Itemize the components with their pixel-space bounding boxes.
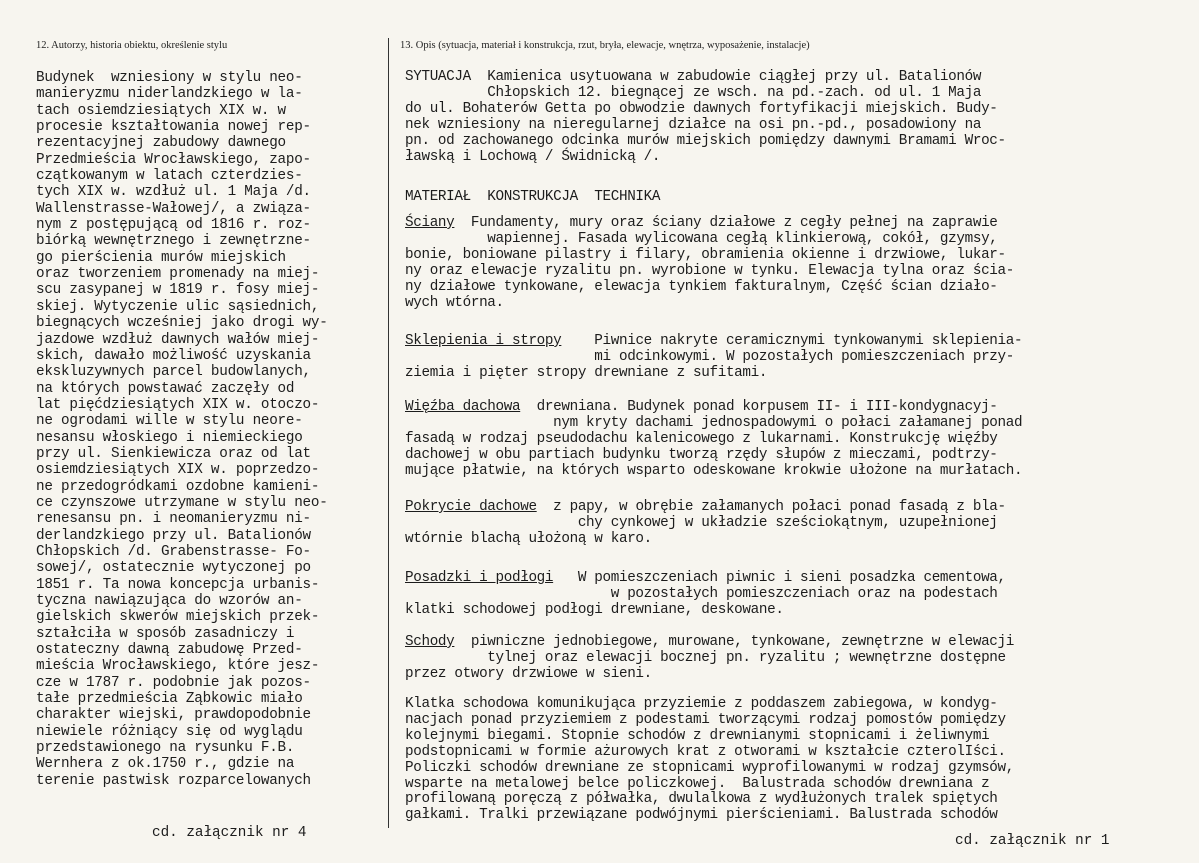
history-line: przedstawionego na rysunku F.B.	[36, 740, 295, 757]
pokrycie-section	[405, 500, 1006, 548]
history-line: Przedmieścia Wrocławskiego, zapo-	[36, 151, 311, 168]
posadzki-line: W pomieszczeniach piwnic i sieni posadzka cementowa,	[553, 570, 1006, 586]
sciany-heading: Ściany	[405, 215, 455, 231]
history-line: rezentacyjnej zabudowy dawnego	[36, 135, 286, 152]
klatka-line: profilowaną poręczą z półwałka, dwulalkowa z wydłużonych tralek spiętych	[405, 791, 998, 808]
history-line: nesansu włoskiego i niemieckiego	[36, 429, 303, 446]
history-line: Wallenstrasse-Wałowej/, a związa-	[36, 200, 311, 217]
history-line: skiej. Wytyczenie ulic sąsiednich,	[36, 298, 320, 315]
klatka-line: nacjach ponad przyziemiem z podestami tworzącymi rodzaj pomostów pomiędzy	[405, 711, 1006, 728]
posadzki-section	[405, 571, 1006, 619]
history-line: ształciła w sposób zasadniczy i	[36, 625, 295, 642]
section-12-caption: 12. Autorzy, historia obiektu, określenie stylu	[36, 40, 228, 51]
history-line: tach osiemdziesiątych XIX w. w	[36, 102, 286, 119]
sytuacja-line: do ul. Bohaterów Getta po obwodzie dawnych fortyfikacji miejskich. Budy-	[405, 100, 998, 117]
history-line: Wernhera z ok.1750 r., gdzie na	[36, 756, 295, 773]
history-line: renesansu pn. i neomanieryzmu ni-	[36, 511, 311, 528]
sciany-line: ny działowe tynkowane, elewacja tynkiem fakturalnym, Część ścian działo-	[405, 278, 998, 295]
posadzki-line: klatki schodowej podłogi drewniane, deskowane.	[405, 601, 784, 618]
pokrycie-line: wtórnie blachą ułożoną w karo.	[405, 530, 652, 547]
history-line: skich, dawało możliwość uzyskania	[36, 347, 311, 364]
history-line: czątkowanym w latach czterdzies-	[36, 168, 303, 185]
sytuacja-line: SYTUACJA Kamienica usytuowana w zabudowie ciągłej przy ul. Batalionów	[405, 69, 982, 85]
schody-heading: Schody	[405, 634, 455, 650]
history-line: 1851 r. Ta nowa koncepcja urbanis-	[36, 576, 320, 593]
material-heading: MATERIAŁ KONSTRUKCJA TECHNIKA	[405, 189, 661, 205]
history-line: go pierścienia murów miejskich	[36, 249, 286, 266]
history-line: ekskluzywnych parcel budowlanych,	[36, 364, 311, 381]
sytuacja-line: nek wzniesiony na nieregularnej działce na osi pn.-pd., posadowiony na	[405, 116, 982, 133]
sytuacja-line: ławską i Lochową / Świdnicką /.	[405, 148, 661, 165]
history-line: ostateczny dawną zabudowę Przed-	[36, 642, 303, 659]
history-line: derlandzkiego przy ul. Batalionów	[36, 527, 311, 544]
column-divider	[388, 38, 389, 828]
history-line: charakter wiejski, prawdopodobnie	[36, 707, 311, 724]
pokrycie-line: z papy, w obrębie załamanych połaci ponad fasadą z bla-	[536, 499, 1006, 515]
pokrycie-heading: Pokrycie dachowe	[405, 499, 537, 515]
wiezba-line: nym kryty dachami jednospadowymi o połaci załamanej ponad	[405, 414, 1023, 431]
history-line: tyczna nawiązująca do wzorów an-	[36, 593, 303, 609]
sciany-line: wych wtórna.	[405, 294, 504, 311]
history-line: ne ogrodami wille w stylu neore-	[36, 413, 303, 430]
wiezba-line: fasadą w rodzaj pseudodachu kalenicowego z lukarnami. Konstrukcję więźby	[405, 430, 998, 447]
sytuacja-section	[405, 70, 1006, 165]
wiezba-line: mujące płatwie, na których wsparto odeskowane krokwie ułożone na murłatach.	[405, 462, 1023, 479]
left-continuation-note: cd. załącznik nr 4	[152, 825, 307, 841]
sciany-line: wapiennej. Fasada wylicowana cegłą klinkierową, cokół, gzymsy,	[405, 230, 998, 247]
schody-section	[405, 635, 1014, 683]
klatka-section	[405, 697, 1014, 824]
sciany-line: bonie, boniowane pilastry i filary, obramienia okienne i drzwiowe, lukar-	[405, 246, 1006, 263]
history-line: gielskich skwerów miejskich przek-	[36, 609, 320, 626]
history-line: przy ul. Sienkiewicza oraz od lat	[36, 445, 311, 462]
history-line: terenie pastwisk rozparcelowanych	[36, 772, 311, 789]
history-text	[36, 70, 328, 789]
history-line: procesie kształtowania nowej rep-	[36, 119, 311, 136]
posadzki-line: w pozostałych pomieszczeniach oraz na podestach	[405, 585, 998, 602]
schody-line: piwniczne jednobiegowe, murowane, tynkowane, zewnętrzne w elewacji	[454, 634, 1014, 650]
sklepienia-heading: Sklepienia i stropy	[405, 333, 562, 349]
klatka-line: podstopnicami w formie ażurowych krat z otworami w kształcie czterolIści.	[405, 743, 1006, 760]
section-13-caption: 13. Opis (sytuacja, materiał i konstrukcja, rzut, bryła, elewacje, wnętrza, wyposażenie, instalacje)	[400, 40, 810, 51]
sciany-line: ny oraz elewacje ryzalitu pn. wyrobione w tynku. Elewacja tylna oraz ścia-	[405, 262, 1014, 279]
sklepienia-line: mi odcinkowymi. W pozostałych pomieszczeniach przy-	[405, 348, 1014, 365]
sytuacja-line: Chłopskich 12. biegnącej ze wsch. na pd.-zach. od ul. 1 Maja	[405, 84, 982, 101]
history-line: manieryzmu niderlandzkiego w la-	[36, 86, 303, 103]
history-line: mieścia Wrocławskiego, które jesz-	[36, 658, 320, 675]
material-heading-block	[405, 190, 660, 206]
posadzki-heading: Posadzki i podłogi	[405, 570, 554, 586]
history-line: scu zasypanej w 1819 r. fosy miej-	[36, 282, 320, 299]
history-line: osiemdziesiątych XIX w. poprzedzo-	[36, 462, 320, 479]
history-line: ce czynszowe utrzymane w stylu neo-	[36, 494, 328, 511]
history-line: niewiele różniący się od wyglądu	[36, 723, 303, 740]
sciany-line: Fundamenty, mury oraz ściany działowe z cegły pełnej na zaprawie	[454, 215, 998, 231]
schody-line: tylnej oraz elewacji bocznej pn. ryzalitu ; wewnętrzne dostępne	[405, 649, 1006, 666]
sklepienia-line: Piwnice nakryte ceramicznymi tynkowanymi sklepienia-	[561, 333, 1023, 349]
history-line: oraz tworzeniem promenady na miej-	[36, 266, 320, 283]
history-line: tałe przedmieścia Ząbkowic miało	[36, 691, 303, 708]
sciany-section	[405, 216, 1014, 311]
history-line: jazdowe wzdłuż dawnych wałów miej-	[36, 331, 320, 348]
history-line: tych XIX w. wzdłuż ul. 1 Maja /d.	[36, 184, 311, 201]
history-line: Budynek wzniesiony w stylu neo-	[36, 70, 303, 86]
klatka-line: Policzki schodów drewniane ze stopnicami wyprofilowanymi w rodzaj gzymsów,	[405, 759, 1014, 776]
klatka-line: Klatka schodowa komunikująca przyziemie z poddaszem zabiegowa, w kondyg-	[405, 696, 998, 712]
sklepienia-section	[405, 334, 1022, 382]
history-line: nym z postępującą od 1816 r. roz-	[36, 217, 311, 234]
history-line: ne przedogródkami ozdobne kamieni-	[36, 478, 320, 495]
sytuacja-line: pn. od zachowanego odcinka murów miejskich pomiędzy dawnymi Bramami Wroc-	[405, 132, 1006, 149]
history-line: sowej/, ostatecznie wytyczonej po	[36, 560, 311, 577]
history-line: na których powstawać zaczęły od	[36, 380, 295, 397]
history-line: lat pięćdziesiątych XIX w. otoczo-	[36, 396, 320, 413]
klatka-line: wsparte na metalowej belce policzkowej. Balustrada schodów drewniana z	[405, 775, 990, 792]
klatka-line: gałkami. Tralki przewiązane podwójnymi pierścieniami. Balustrada schodów	[405, 807, 998, 824]
wiezba-section	[405, 400, 1022, 480]
history-line: biegnących wcześniej jako drogi wy-	[36, 315, 328, 332]
right-continuation-note: cd. załącznik nr 1	[955, 833, 1110, 849]
history-line: cze w 1787 r. podobnie jak pozos-	[36, 674, 311, 691]
pokrycie-line: chy cynkowej w układzie sześciokątnym, uzupełnionej	[405, 514, 998, 531]
wiezba-heading: Więźba dachowa	[405, 399, 521, 415]
history-line: biórką wewnętrznego i zewnętrzne-	[36, 233, 311, 250]
sklepienia-line: ziemia i pięter stropy drewniane z sufitami.	[405, 364, 768, 381]
history-line: Chłopskich /d. Grabenstrasse- Fo-	[36, 543, 311, 560]
wiezba-line: drewniana. Budynek ponad korpusem II- i III-kondygnacyj-	[520, 399, 998, 415]
klatka-line: kolejnymi biegami. Stopnie schodów z drewnianymi stopnicami i żeliwnymi	[405, 727, 990, 744]
wiezba-line: dachowej w obu partiach budynku tworzą rzędy słupów z mieczami, podtrzy-	[405, 446, 998, 463]
schody-line: przez otwory drzwiowe w sieni.	[405, 665, 652, 682]
